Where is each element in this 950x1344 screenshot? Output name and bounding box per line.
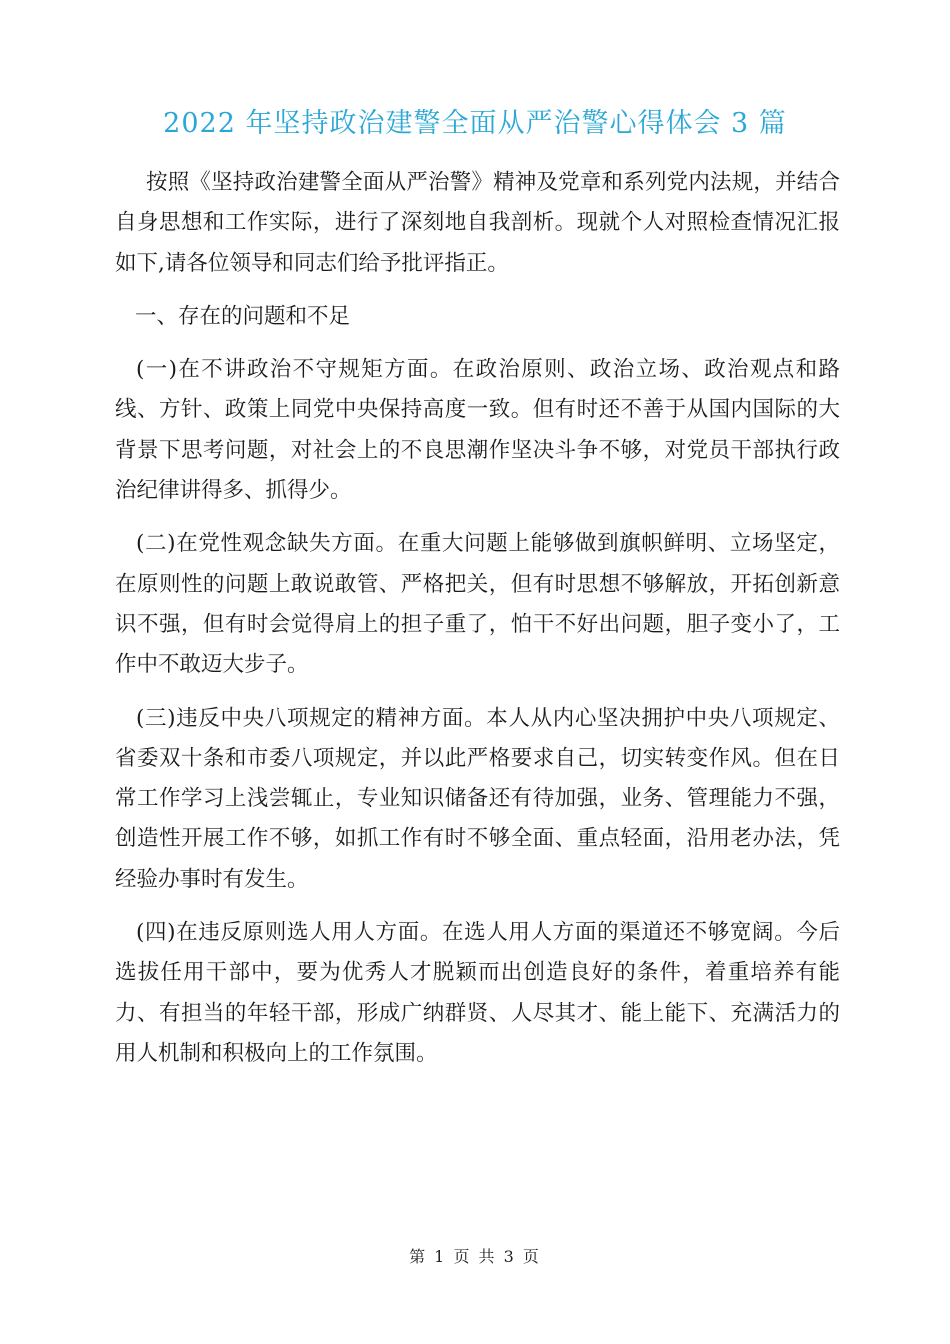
issue-paragraph-4: (四)在违反原则选人用人方面。在选人用人方面的渠道还不够宽阔。今后选拔任用干部中，要为优秀人才脱颖而出创造良好的条件，着重培养有能力、有担当的年轻干部，形成广纳群贤、人尽其才、能上能下、充满活力的用人机制和积极向上的工作氛围。 xyxy=(115,920,840,1066)
document-body xyxy=(115,163,840,1087)
issue-paragraph-3: (三)违反中央八项规定的精神方面。本人从内心坚决拥护中央八项规定、省委双十条和市委八项规定，并以此严格要求自己，切实转变作风。但在日常工作学习上浅尝辄止，专业知识储备还有待加强，业务、管理能力不强，创造性开展工作不够，如抓工作有时不够全面、重点轻面，沿用老办法，凭经验办事时有发生。 xyxy=(115,705,840,892)
intro-paragraph: 按照《坚持政治建警全面从严治警》精神及党章和系列党内法规，并结合自身思想和工作实际，进行了深刻地自我剖析。现就个人对照检查情况汇报如下,请各位领导和同志们给予批评指正。 xyxy=(115,170,840,276)
document-title: 2022 年坚持政治建警全面从严治警心得体会 3 篇 xyxy=(163,108,787,139)
issue-paragraph-1: (一)在不讲政治不守规矩方面。在政治原则、政治立场、政治观点和路线、方针、政策上同党中央保持高度一致。但有时还不善于从国内国际的大背景下思考问题，对社会上的不良思潮作坚决斗争不够，对党员干部执行政治纪律讲得多、抓得少。 xyxy=(115,357,840,504)
page-footer: 第 1 页 共 3 页 xyxy=(409,1247,541,1266)
section-heading: 一、存在的问题和不足 xyxy=(135,303,351,329)
issue-paragraph-2: (二)在党性观念缺失方面。在重大问题上能够做到旗帜鲜明、立场坚定，在原则性的问题上敢说敢管、严格把关，但有时思想不够解放，开拓创新意识不强，但有时会觉得肩上的担子重了，怕干不好出问题，胆子变小了，工作中不敢迈大步子。 xyxy=(115,531,840,678)
